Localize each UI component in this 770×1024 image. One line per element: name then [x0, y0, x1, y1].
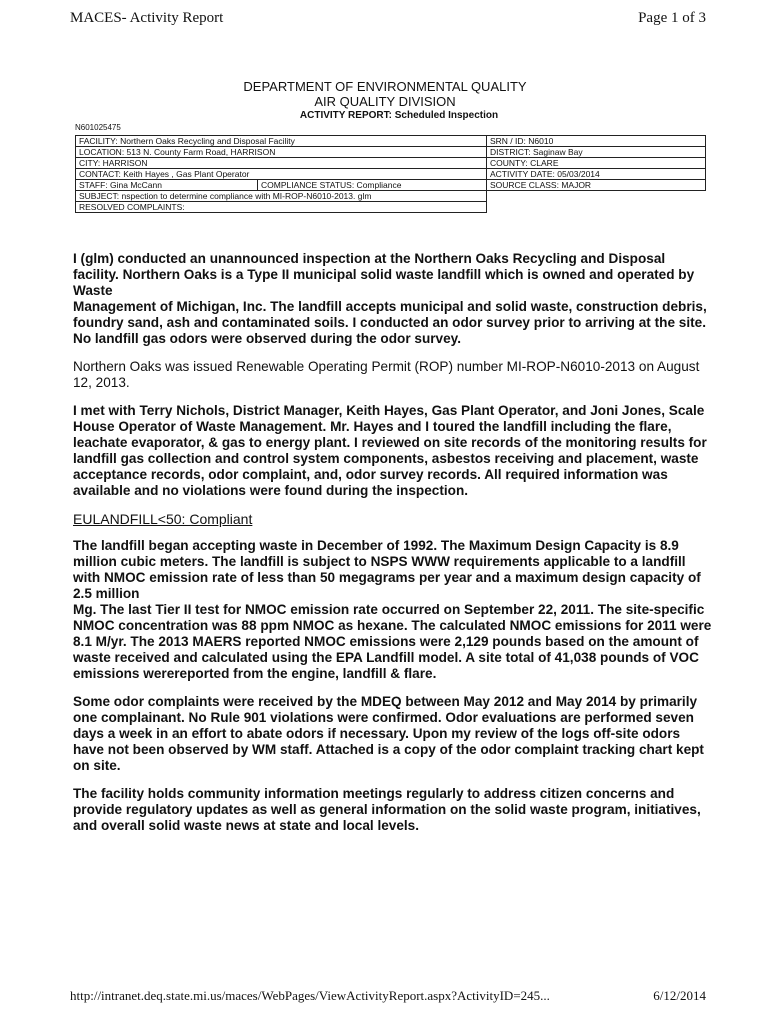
paragraph-intro-part2: Management of Michigan, Inc. The landfill accepts municipal and solid waste, construction debris, foundry sand, ash and contaminated soils. I conducted an odor survey prior to arriving at the site. No landfill gas odors were observed during the odor survey. [73, 299, 707, 346]
info-row [76, 158, 706, 169]
paragraph-odor: Some odor complaints were received by the MDEQ between May 2012 and May 2014 by primarily one complainant. No Rule 901 violations were confirmed. Odor evaluations are performed seven days a week in an effort to abate odors if necessary. Upon my review of the logs off-site odors have not been observed by WM staff. Attached is a copy of the odor complaint tracking chart kept on site. [73, 694, 704, 773]
blank-cell [487, 202, 706, 213]
department-name: DEPARTMENT OF ENVIRONMENTAL QUALITY [243, 79, 527, 94]
activity-date-cell: ACTIVITY DATE: 05/03/2014 [487, 169, 706, 180]
facility-cell: FACILITY: Northern Oaks Recycling and Disposal Facility [76, 136, 487, 147]
info-row [76, 169, 706, 180]
division-name: AIR QUALITY DIVISION [314, 94, 456, 109]
paragraph-landfill-part2: Mg. The last Tier II test for NMOC emission rate occurred on September 22, 2011. The site-specific NMOC concentration was 88 ppm NMOC as hexane. The calculated NMOC emissions for 2011 were 8.1 M/yr. The 2013 MAERS reported NMOC emissions were 2,129 pounds based on the amount of waste received and calculated using the EPA Landfill model. A site total of 41,038 pounds of VOC emissions werereported from the engine, landfill & flare. [73, 602, 712, 681]
facility-info-table [75, 135, 706, 213]
resolved-complaints-cell: RESOLVED COMPLAINTS: [76, 202, 487, 213]
report-id: N601025475 [75, 123, 121, 132]
info-row [76, 191, 706, 202]
report-body [73, 251, 713, 846]
contact-cell: CONTACT: Keith Hayes , Gas Plant Operator [76, 169, 487, 180]
srn-cell: SRN / ID: N6010 [487, 136, 706, 147]
location-cell: LOCATION: 513 N. County Farm Road, HARRISON [76, 147, 487, 158]
info-row [76, 180, 706, 191]
report-title: MACES- Activity Report [70, 10, 224, 26]
paragraph-community: The facility holds community information meetings regularly to address citizen concerns and provide regulatory updates as well as general information on the solid waste program, initiatives, and overall solid waste news at state and local levels. [73, 786, 701, 833]
source-class-cell: SOURCE CLASS: MAJOR [487, 180, 706, 191]
compliance-cell: COMPLIANCE STATUS: Compliance [258, 180, 487, 191]
info-row [76, 147, 706, 158]
report-type: ACTIVITY REPORT: Scheduled Inspection [299, 110, 499, 121]
footer-url[interactable]: http://intranet.deq.state.mi.us/maces/WebPages/ViewActivityReport.aspx?ActivityID=245... [70, 988, 550, 1003]
paragraph-meeting: I met with Terry Nichols, District Manager, Keith Hayes, Gas Plant Operator, and Joni Jones, Scale House Operator of Waste Management. Mr. Hayes and I toured the landfill including the flare, leachate evaporator, & gas to energy plant. I reviewed on site records of the monitoring results for landfill gas collection and control system components, asbestos receiving and placement, waste acceptance records, odor complaint, and, odor survey records. All required information was available and no violations were found during the inspection. [73, 403, 707, 498]
staff-cell: STAFF: Gina McCann [76, 180, 258, 191]
county-cell: COUNTY: CLARE [487, 158, 706, 169]
page-number: Page 1 of 3 [638, 10, 706, 26]
paragraph-landfill-part1: The landfill began accepting waste in December of 1992. The Maximum Design Capacity is 8.9 million cubic meters. The landfill is subject to NSPS WWW requirements applicable to a landfill with NMOC emission rate of less than 50 megagrams per year and a maximum design capacity of 2.5 million [73, 538, 701, 601]
city-cell: CITY: HARRISON [76, 158, 487, 169]
subject-cell: SUBJECT: nspection to determine compliance with MI-ROP-N6010-2013. glm [76, 191, 487, 202]
section-title: EULANDFILL<50: Compliant [73, 511, 253, 527]
info-row [76, 136, 706, 147]
footer-date: 6/12/2014 [653, 988, 706, 1003]
blank-cell [487, 191, 706, 202]
info-row [76, 202, 706, 213]
paragraph-intro-part1: I (glm) conducted an unannounced inspection at the Northern Oaks Recycling and Disposal facility. Northern Oaks is a Type II municipal solid waste landfill which is owned and operated by Waste [73, 251, 695, 298]
paragraph-intro [73, 251, 713, 347]
paragraph-landfill [73, 538, 713, 682]
district-cell: DISTRICT: Saginaw Bay [487, 147, 706, 158]
paragraph-permit: Northern Oaks was issued Renewable Operating Permit (ROP) number MI-ROP-N6010-2013 on August 12, 2013. [73, 359, 700, 390]
